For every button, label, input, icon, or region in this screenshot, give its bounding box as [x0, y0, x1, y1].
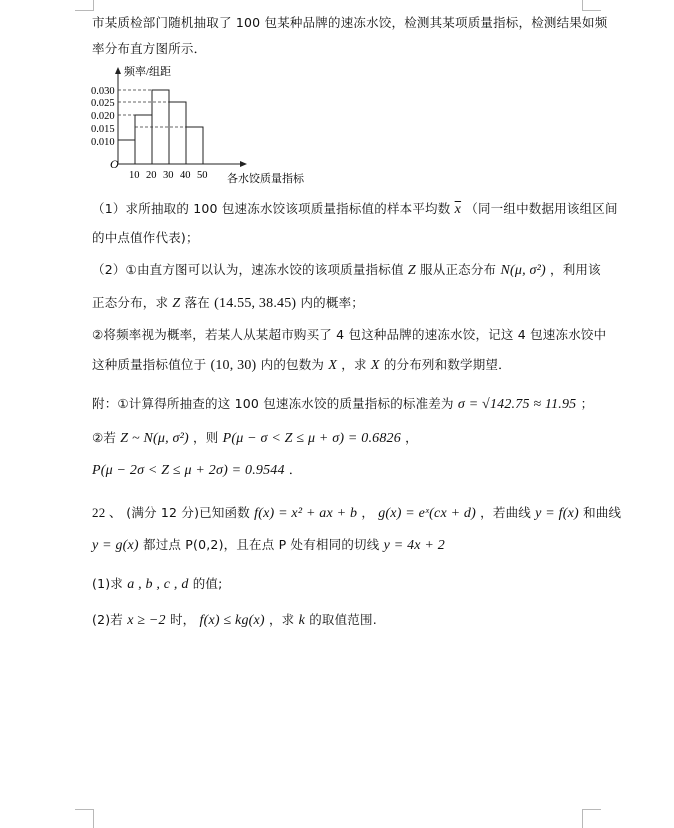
question-22-sub-2: [92, 612, 377, 629]
text: 正态分布，求: [92, 295, 169, 310]
y-tick: 0.020: [91, 111, 115, 122]
var-x: X: [328, 358, 338, 373]
text: ；: [580, 396, 594, 411]
text: 落在: [184, 295, 210, 310]
curve-g: y = g(x): [92, 538, 139, 553]
question-2-line-2: [92, 295, 364, 312]
text: ，: [405, 430, 418, 445]
text: (1)求: [92, 576, 124, 591]
text: ．: [288, 462, 302, 477]
curve-f: y = f(x): [535, 506, 579, 521]
function-g: g(x) = eˣ(cx + d): [378, 506, 476, 521]
text: ，求: [341, 357, 367, 372]
var-z: Z: [407, 263, 416, 278]
text: 内的概率；: [300, 295, 364, 310]
x-tick: 10: [129, 170, 140, 181]
question-22-line-1: [92, 505, 621, 522]
probability-formula: P(μ − σ < Z ≤ μ + σ) = 0.6826: [222, 431, 401, 446]
y-tick: 0.015: [91, 124, 115, 135]
question-2-line-4: [92, 357, 511, 374]
question-2-line-3: ②将频率视为概率，若某人从某超市购买了 4 包这种品牌的速冻水饺，记这 4 包速冻水饺中: [92, 327, 607, 342]
y-axis-label: 频率/组距: [124, 66, 172, 78]
text: (满分 12 分)已知函数: [126, 505, 250, 520]
histogram-bar: [186, 127, 203, 164]
text: ，利用该: [550, 262, 601, 277]
x-tick: 20: [146, 170, 157, 181]
intro-line-1: 市某质检部门随机抽取了 100 包某种品牌的速冻水饺，检测其某项质量指标，检测结果如频: [92, 15, 608, 30]
var-k: k: [298, 613, 305, 628]
crop-mark-bottom-right: [582, 809, 601, 828]
text: 附：①计算得所抽查的这 100 包速冻水饺的质量指标的标准差为: [92, 396, 454, 411]
variables: a , b , c , d: [127, 577, 189, 592]
std-dev-formula: σ = √142.75 ≈ 11.95: [457, 397, 577, 412]
question-22-sub-1: [92, 576, 223, 593]
question-1-line-2: 的中点值作代表)；: [92, 230, 199, 245]
histogram-bar: [118, 140, 135, 164]
condition: x ≥ −2: [127, 613, 166, 628]
text: ，求: [268, 612, 295, 627]
sample-mean-symbol: $\overline{x}$: [454, 202, 462, 217]
text: ，: [361, 505, 375, 520]
crop-mark-top-left: [75, 0, 94, 11]
histogram-bar: [135, 115, 152, 164]
appendix-line-1: [92, 396, 593, 413]
text: 这种质量指标值位于: [92, 357, 207, 372]
text: 内的包数为: [260, 357, 325, 372]
y-tick: 0.030: [91, 86, 115, 97]
text: 时，: [169, 612, 196, 627]
question-number: 22 、: [92, 505, 123, 520]
normal-dist-formula: N(μ, σ²): [500, 263, 546, 278]
interval: (14.55, 38.45): [214, 296, 297, 311]
text: 服从正态分布: [420, 262, 497, 277]
normal-dist-formula: Z ~ N(μ, σ²): [120, 431, 189, 446]
text: （2）①由直方图可以认为，速冻水饺的该项质量指标值: [92, 262, 404, 277]
question-1-text-cont: （同一组中数据用该组区间: [465, 201, 618, 216]
probability-formula: P(μ − 2σ < Z ≤ μ + 2σ) = 0.9544: [92, 463, 285, 478]
y-tick: 0.010: [91, 137, 115, 148]
histogram-bar: [169, 102, 186, 164]
origin-label: O: [110, 157, 119, 171]
text: 的取值范围.: [309, 612, 377, 627]
x-axis-label: 各水饺质量指标: [227, 173, 304, 185]
question-2-line-1: [92, 262, 601, 279]
text: 的分布列和数学期望．: [383, 357, 511, 372]
text: ，若曲线: [480, 505, 531, 520]
crop-mark-top-right: [582, 0, 601, 11]
text: 的值;: [192, 576, 223, 591]
x-tick: 30: [163, 170, 174, 181]
frequency-histogram: [90, 64, 330, 186]
text: ，则: [193, 430, 219, 445]
y-tick: 0.025: [91, 98, 115, 109]
text: ②若: [92, 430, 117, 445]
crop-mark-bottom-left: [75, 809, 94, 828]
x-tick: 40: [180, 170, 191, 181]
question-22-line-2: [92, 537, 445, 554]
text: 和曲线: [583, 505, 622, 520]
question-1-text: （1）求所抽取的 100 包速冻水饺该项质量指标值的样本平均数: [92, 201, 451, 216]
var-x: X: [370, 358, 380, 373]
inequality: f(x) ≤ kg(x): [199, 613, 265, 628]
x-tick: 50: [197, 170, 208, 181]
var-z: Z: [172, 296, 181, 311]
text: 都过点 P(0,2)，且在点 P 处有相同的切线: [143, 537, 380, 552]
text: (2)若: [92, 612, 124, 627]
question-1-line-1: [92, 201, 618, 218]
function-f: f(x) = x² + ax + b: [254, 506, 358, 521]
interval: (10, 30): [210, 358, 257, 373]
appendix-line-2: [92, 430, 418, 447]
intro-line-2: 率分布直方图所示．: [92, 41, 207, 56]
appendix-line-3: [92, 462, 302, 479]
tangent-line: y = 4x + 2: [383, 538, 445, 553]
